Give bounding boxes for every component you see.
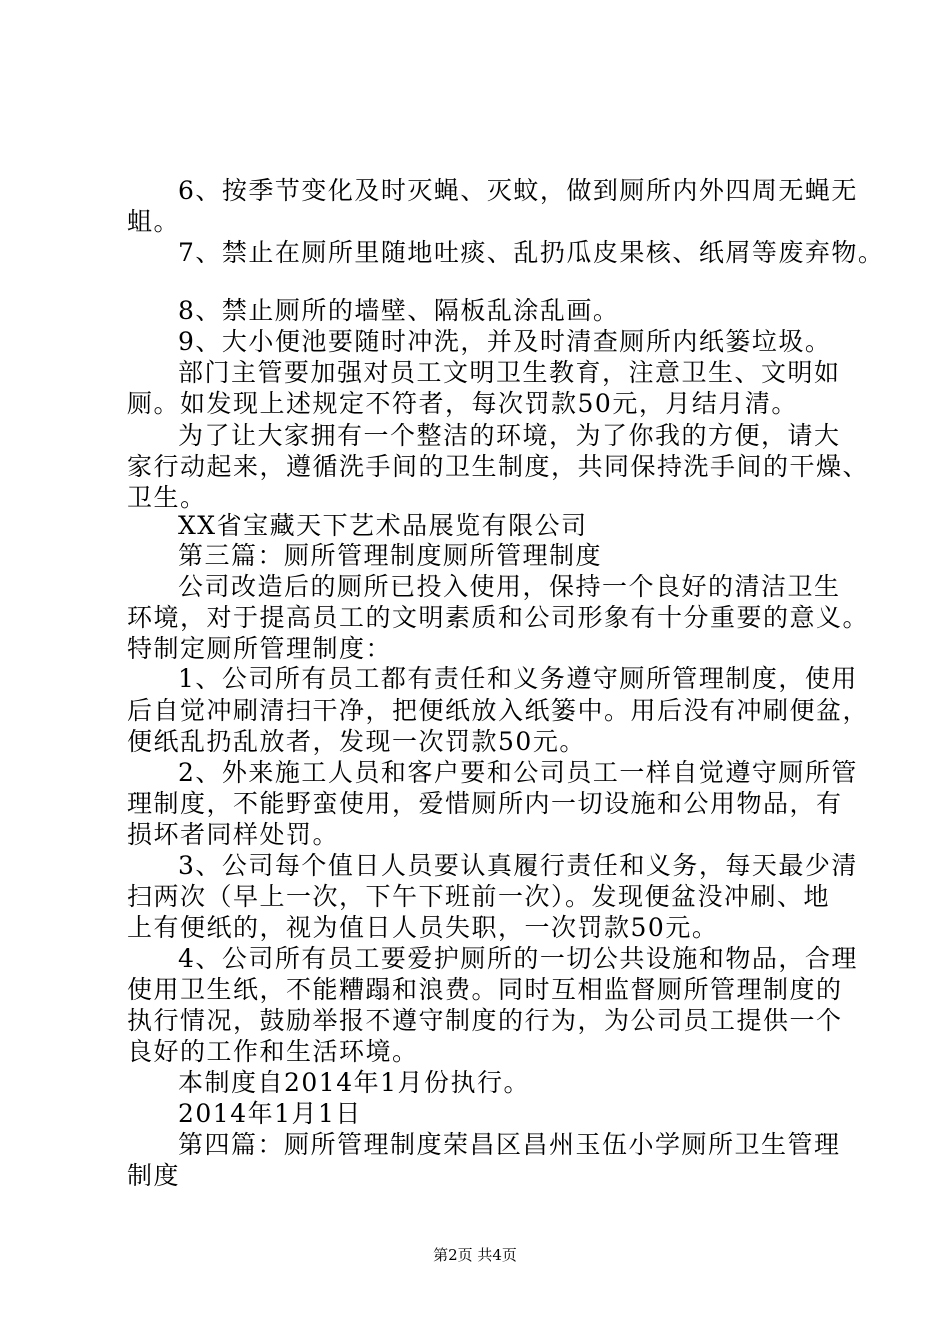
text-line: 良好的工作和生活环境。 [127,1037,419,1066]
text-line: 3、公司每个值日人员要认真履行责任和义务，每天最少清 [178,851,858,880]
text-line: 7、禁止在厕所里随地吐痰、乱扔瓜皮果核、纸屑等废弃物。 [178,238,885,267]
text-line: 卫生。 [127,483,207,512]
text-line: 理制度，不能野蛮使用，爱惜厕所内一切设施和公用物品，有 [127,789,843,818]
text-line: 特制定厕所管理制度： [127,634,393,663]
text-line: 4、公司所有员工要爱护厕所的一切公共设施和物品，合理 [178,944,858,973]
text-line: 公司改造后的厕所已投入使用，保持一个良好的清洁卫生 [178,572,841,601]
section-heading: 第三篇：厕所管理制度厕所管理制度 [178,541,603,570]
text-line: 厕。如发现上述规定不符者，每次罚款50元，月结月清。 [127,389,798,418]
date-line: 2014年1月1日 [178,1099,362,1128]
text-line: 家行动起来，遵循洗手间的卫生制度，共同保持洗手间的干燥、 [127,452,870,481]
text-line: 环境，对于提高员工的文明素质和公司形象有十分重要的意义。 [127,603,870,632]
text-line: 8、禁止厕所的墙壁、隔板乱涂乱画。 [178,296,620,325]
section-heading: 第四篇：厕所管理制度荣昌区昌州玉伍小学厕所卫生管理 [178,1130,841,1159]
text-line: 使用卫生纸，不能糟蹋和浪费。同时互相监督厕所管理制度的 [127,975,843,1004]
text-line: 后自觉冲刷清扫干净，把便纸放入纸篓中。用后没有冲刷便盆， [127,696,870,725]
text-line: 扫两次（早上一次，下午下班前一次）。发现便盆没冲刷、地 [127,882,831,911]
text-line: 制度 [127,1161,181,1190]
text-line: 上有便纸的，视为值日人员失职，一次罚款50元。 [127,913,719,942]
text-line: 损坏者同样处罚。 [127,820,340,849]
text-line: 6、按季节变化及时灭蝇、灭蚊，做到厕所内外四周无蝇无 [178,176,858,205]
text-line: 9、大小便池要随时冲洗，并及时清查厕所内纸篓垃圾。 [178,327,832,356]
text-line: 本制度自2014年1月份执行。 [178,1068,531,1097]
text-line: 部门主管要加强对员工文明卫生教育，注意卫生、文明如 [178,358,841,387]
text-line: 便纸乱扔乱放者，发现一次罚款50元。 [127,727,586,756]
page-number: 第2页 共4页 [433,1246,517,1264]
text-line: 2、外来施工人员和客户要和公司员工一样自觉遵守厕所管 [178,758,858,787]
text-line: 为了让大家拥有一个整洁的环境，为了你我的方便，请大 [178,421,841,450]
text-line: XX省宝藏天下艺术品展览有限公司 [178,511,588,540]
text-line: 执行情况，鼓励举报不遵守制度的行为，为公司员工提供一个 [127,1006,843,1035]
text-line: 蛆。 [127,207,181,236]
text-line: 1、公司所有员工都有责任和义务遵守厕所管理制度，使用 [178,664,858,693]
